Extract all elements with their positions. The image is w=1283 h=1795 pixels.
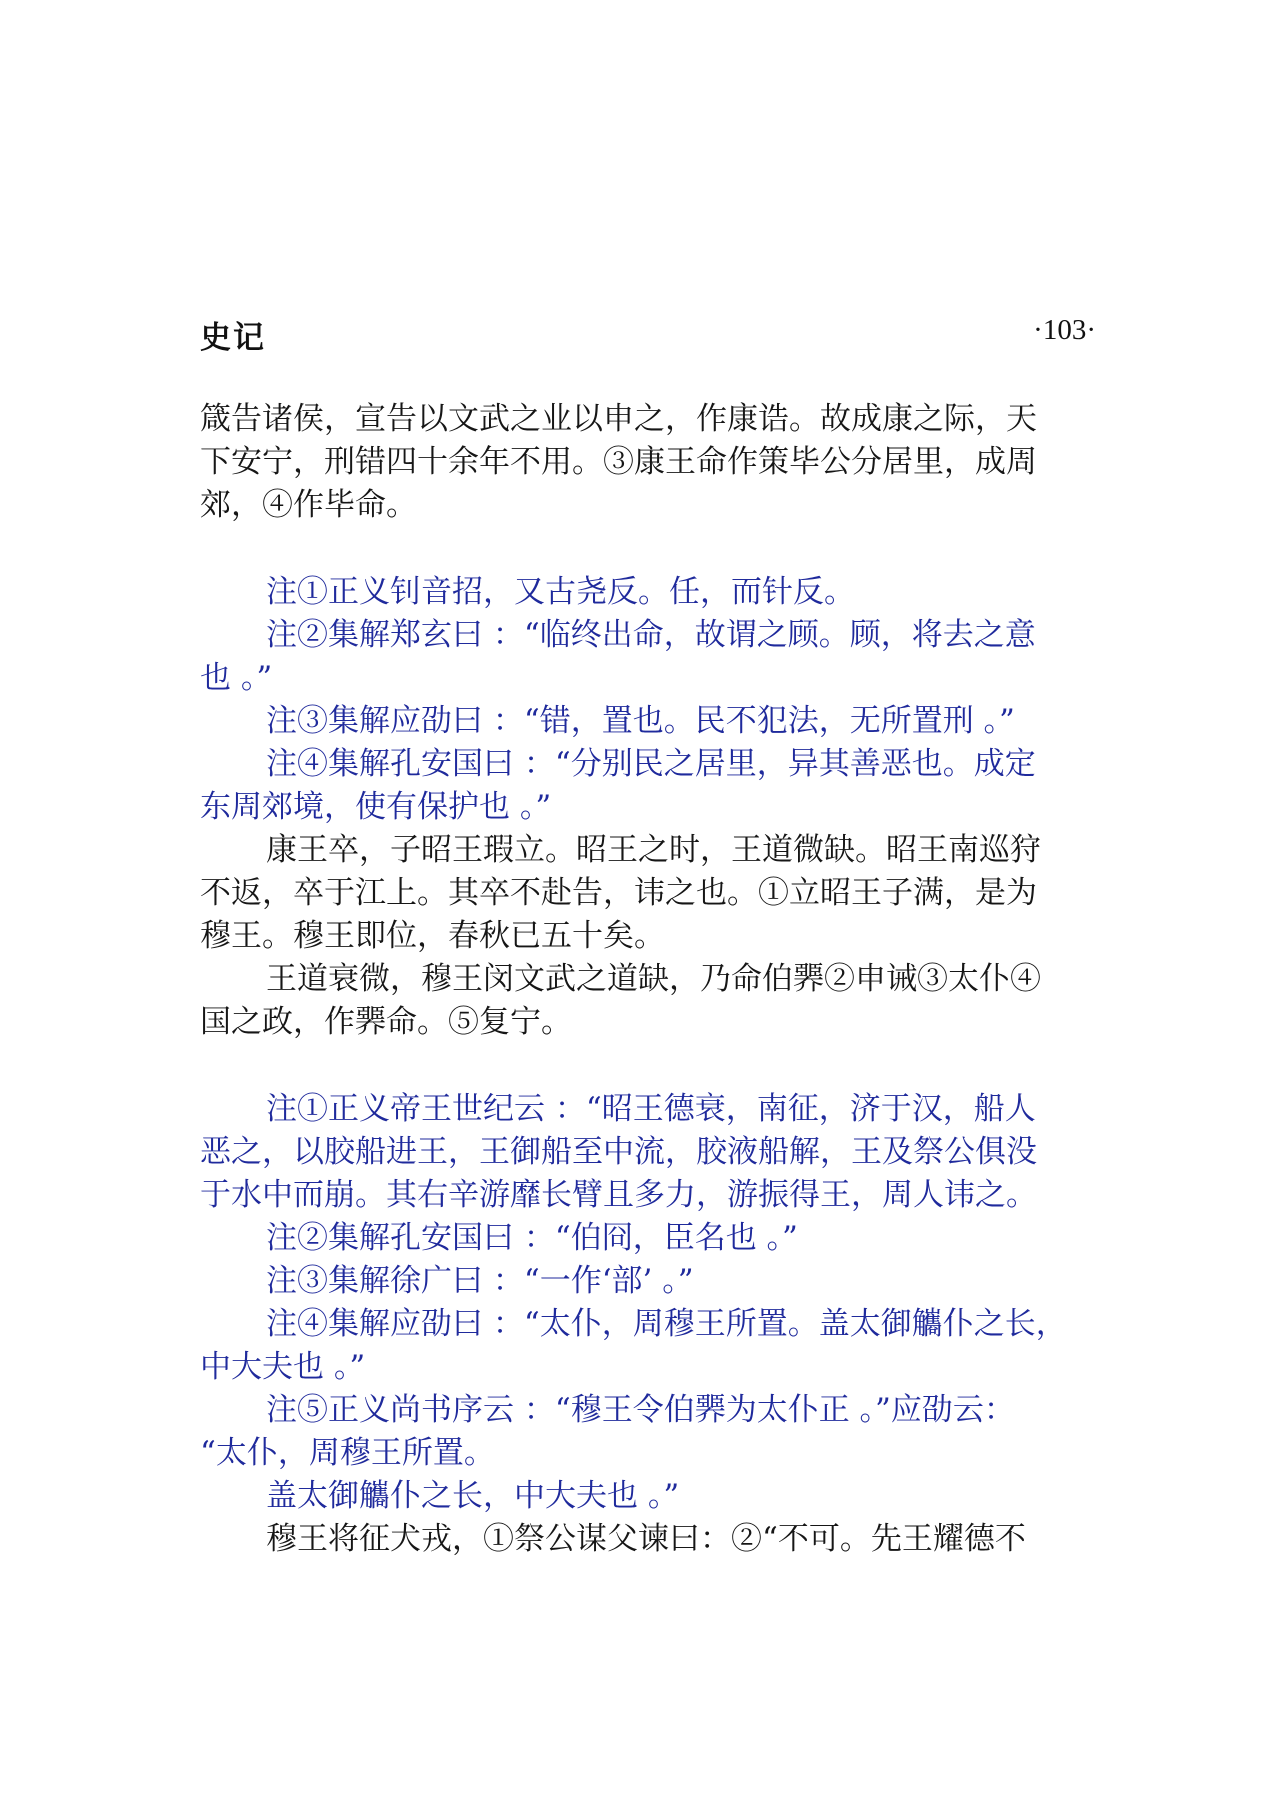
annotation-line: 东周郊境，使有保护也 。” [200,789,552,825]
annotation-block [200,1088,1100,1518]
annotation-line: 注③集解应劭曰 ：“错，置也。民不犯法，无所置刑 。” [266,703,1015,739]
annotation-line: 盖太御觿仆之长，中大夫也 。” [266,1478,680,1514]
annotation-line: 注②集解孔安国曰 ：“伯冏，臣名也 。” [266,1220,798,1256]
text-line: 康王卒，子昭王瑕立。昭王之时，王道微缺。昭王南巡狩 [266,832,1041,868]
page-header [200,312,1096,356]
book-title: 史记 [200,320,266,356]
annotation-line: 恶之，以胶船进王，王御船至中流，胶液船解，王及祭公俱没 [200,1134,1037,1170]
text-line: 国之政，作臩命。⑤复宁。 [200,1004,572,1040]
annotation-line: “太仆，周穆王所置。 [200,1435,495,1471]
text-line: 不返，卒于江上。其卒不赴告，讳之也。①立昭王子满，是为 [200,875,1037,911]
annotation-line: 中大夫也 。” [200,1349,366,1385]
main-paragraph [200,1518,1100,1561]
paragraph-gap [200,1044,1100,1088]
page-number: ·103· [1033,314,1096,346]
text-line: 下安宁，刑错四十余年不用。③康王命作策毕公分居里，成周 [200,444,1037,480]
annotation-line: 注③集解徐广曰 ：“一作‘部’ 。” [266,1263,694,1299]
annotation-line: 注⑤正义尚书序云 ：“穆王令伯臩为太仆正 。”应劭云： [266,1392,1015,1428]
text-line: 穆王将征犬戎，①祭公谋父谏曰：②“不可。先王耀德不 [266,1521,1026,1557]
annotation-line: 注①正义钊音招，又古尧反。任，而针反。 [266,574,855,610]
annotation-line: 注②集解郑玄曰 ：“临终出命，故谓之顾。顾，将去之意 [266,617,1036,653]
text-line: 箴告诸侯，宣告以文武之业以申之，作康诰。故成康之际，天 [200,401,1037,437]
annotation-block [200,571,1100,829]
main-paragraph [200,398,1100,527]
annotation-line: 注④集解应劭曰 ：“太仆，周穆王所置。盖太御觿仆之长， [266,1306,1067,1342]
text-line: 穆王。穆王即位，春秋已五十矣。 [200,918,665,954]
annotation-line: 于水中而崩。其右辛游靡长臂且多力，游振得王，周人讳之。 [200,1177,1037,1213]
page-body [200,398,1100,1561]
annotation-line: 注④集解孔安国曰 ：“分别民之居里，异其善恶也。成定 [266,746,1036,782]
text-line: 郊，④作毕命。 [200,487,417,523]
main-paragraph [200,829,1100,958]
main-paragraph [200,958,1100,1044]
annotation-line: 也 。” [200,660,273,696]
annotation-line: 注①正义帝王世纪云 ：“昭王德衰，南征，济于汉，船人 [266,1091,1036,1127]
paragraph-gap [200,527,1100,571]
text-line: 王道衰微，穆王闵文武之道缺，乃命伯臩②申诫③太仆④ [266,961,1041,997]
